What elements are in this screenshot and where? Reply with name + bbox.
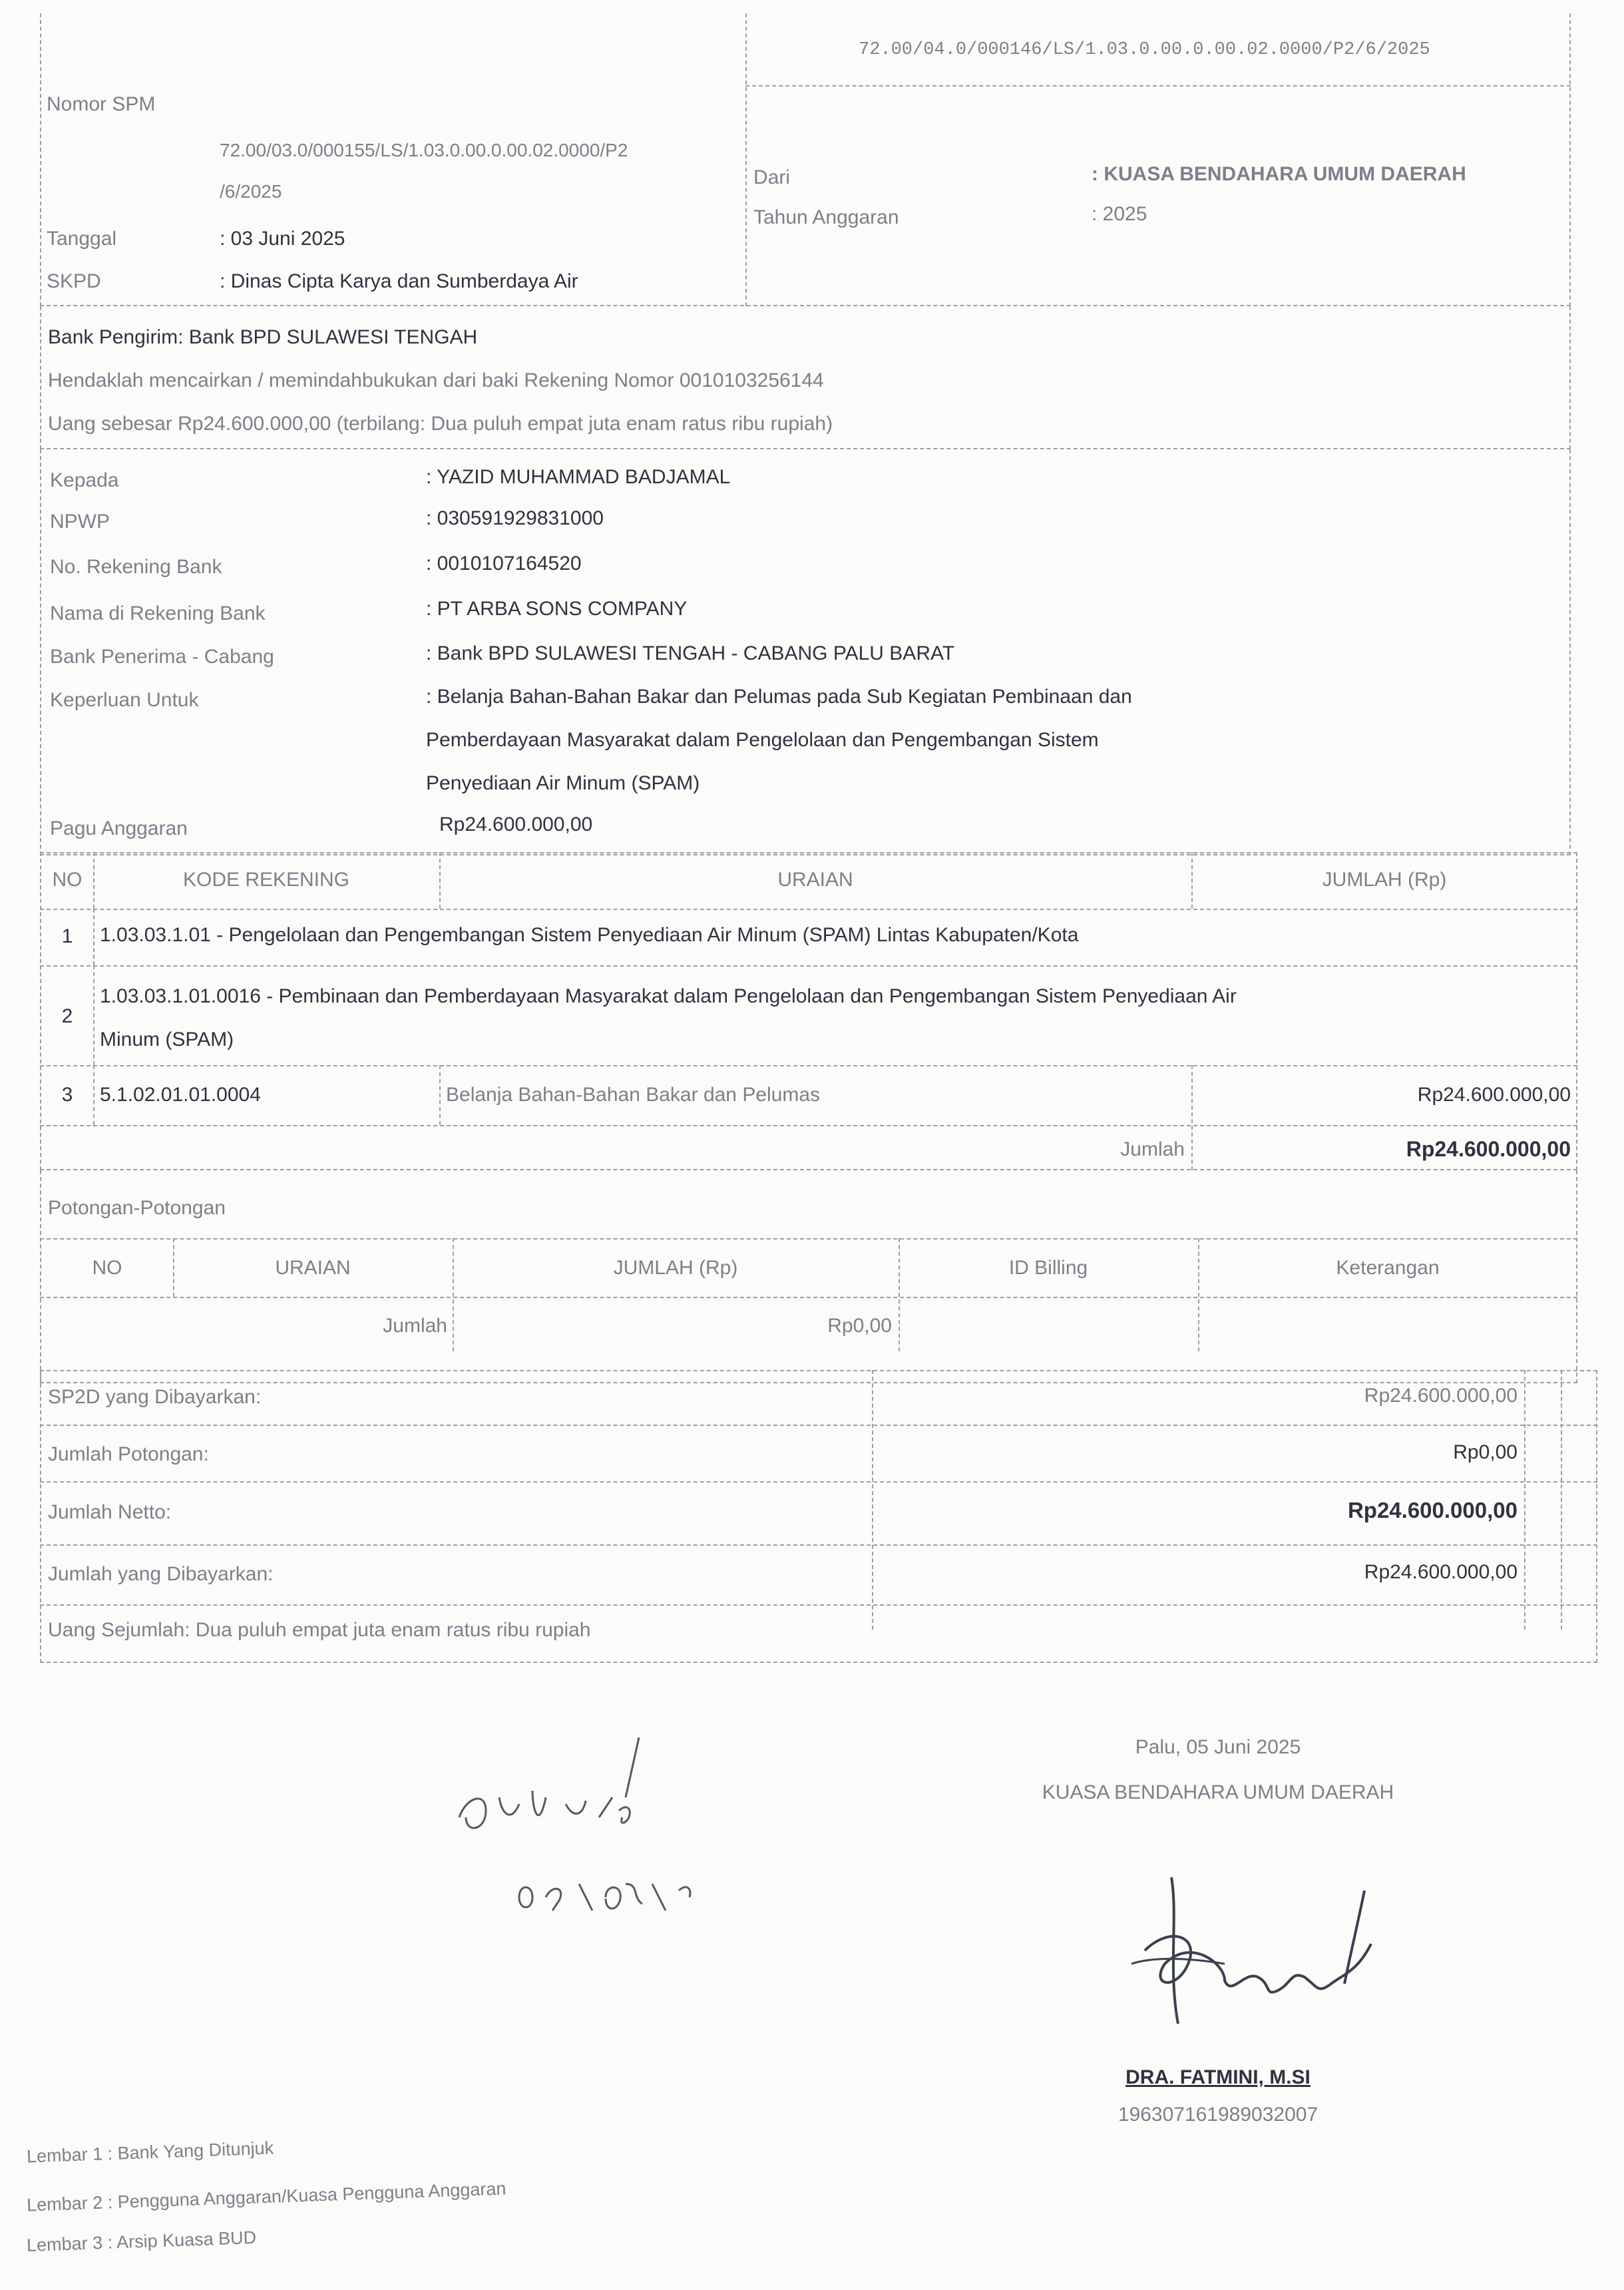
tanggal-label: Tanggal [47,228,117,250]
rekening-header-no: NO [52,869,83,891]
kepada-value: : YAZID MUHAMMAD BADJAMAL [426,466,731,488]
pagu-label: Pagu Anggaran [50,817,188,839]
summary-side-1 [1524,1370,1525,1630]
header-doc-number: 72.00/04.0/000146/LS/1.03.0.00.0.00.02.0000/P2/6/2025 [859,40,1430,60]
jumlah-potongan-label: Jumlah Potongan: [48,1443,209,1465]
handwritten-notes [439,1718,785,1957]
keperluan-line-2: Pemberdayaan Masyarakat dalam Pengelolaan dan Pengembangan Sistem [426,729,1099,751]
tahun-label: Tahun Anggaran [753,206,899,228]
lembar-1: Lembar 1 : Bank Yang Ditunjuk [26,2138,274,2167]
lembar-3: Lembar 3 : Arsip Kuasa BUD [26,2227,257,2256]
potongan-col-2 [453,1238,454,1351]
npwp-label: NPWP [50,511,110,533]
tanggal-value: : 03 Juni 2025 [220,228,345,250]
summary-rule-2 [40,1481,1597,1483]
potongan-header-bottom [40,1297,1577,1298]
summary-side-2 [1561,1370,1562,1630]
rekening-row1-no [93,909,95,965]
dari-value: : KUASA BENDAHARA UMUM DAERAH [1092,163,1466,185]
keperluan-line-3: Penyediaan Air Minum (SPAM) [426,772,700,794]
potongan-header-top [40,1238,1577,1240]
rekening-row3-jumlah-cell: Rp24.600.000,00 [1417,1084,1571,1106]
pagu-value: Rp24.600.000,00 [439,813,593,835]
rekening-jumlah-label: Jumlah [1120,1138,1185,1160]
rekening-row1-no-cell: 1 [61,925,73,947]
rekening-table [40,852,1577,1170]
potongan-title: Potongan-Potongan [48,1197,226,1219]
signature-scribble [1092,1864,1464,2077]
signer-nip: 196307161989032007 [1117,2104,1319,2126]
rekening-row3-kode [439,1065,441,1125]
nomor-spm-label: Nomor SPM [47,93,156,115]
rekening-row3-rule [40,1125,1577,1126]
jumlah-potongan-value: Rp0,00 [1453,1441,1518,1463]
rekening-row2-no-cell: 2 [61,1005,73,1027]
jumlah-netto-value: Rp24.600.000,00 [1347,1498,1518,1522]
skpd-value: : Dinas Cipta Karya dan Sumberdaya Air [220,270,578,292]
keperluan-label: Keperluan Untuk [50,689,199,711]
potongan-header-keterangan: Keterangan [1336,1257,1440,1279]
rekening-row3-kode-cell: 5.1.02.01.01.0004 [100,1084,261,1106]
header-rule [745,85,1571,87]
rekening-row3-uraian-cell: Belanja Bahan-Bahan Bakar dan Pelumas [446,1084,821,1106]
summary-rule-3 [40,1544,1597,1546]
rekening-row2-rule [40,1065,1577,1066]
rekening-header-kode: KODE REKENING [182,869,350,891]
nomor-spm-value-1: 72.00/03.0/000155/LS/1.03.0.00.0.00.02.0000/P2 [220,140,628,160]
jumlah-dibayarkan-value: Rp24.600.000,00 [1364,1561,1518,1583]
rekening-jumlah-value: Rp24.600.000,00 [1406,1137,1571,1161]
rekening-row3-no-cell: 3 [61,1084,73,1106]
npwp-value: : 030591929831000 [426,507,604,529]
potongan-col-3 [899,1238,900,1351]
dari-label: Dari [753,166,791,188]
potongan-jumlah-value: Rp0,00 [827,1315,892,1337]
bank-line-2: Hendaklah mencairkan / memindahbukukan dari baki Rekening Nomor 0010103256144 [48,369,824,391]
rekening-row1-rule [40,965,1577,967]
potongan-col-4 [1198,1238,1199,1351]
rekening-header-jumlah: JUMLAH (Rp) [1322,869,1447,891]
lembar-2: Lembar 2 : Pengguna Anggaran/Kuasa Pengguna Anggaran [26,2178,507,2215]
potongan-header-idbilling: ID Billing [1008,1257,1088,1279]
signer-name: DRA. FATMINI, M.SI [1125,2066,1311,2088]
rekening-row3-no [93,1065,95,1125]
tahun-value: : 2025 [1092,203,1147,225]
potongan-header-jumlah: JUMLAH (Rp) [613,1257,738,1279]
jumlah-netto-label: Jumlah Netto: [48,1501,172,1523]
summary-divider [872,1370,873,1630]
nama-rekening-value: : PT ARBA SONS COMPANY [426,598,688,620]
rekening-header-uraian: URAIAN [777,869,853,891]
sp2d-value: Rp24.600.000,00 [1364,1385,1518,1407]
kepada-label: Kepada [50,469,119,491]
rekening-row1-text: 1.03.03.1.01 - Pengelolaan dan Pengembangan Sistem Penyediaan Air Minum (SPAM) Lintas Kabupaten/Kota [100,924,1079,946]
uang-sejumlah: Uang Sejumlah: Dua puluh empat juta enam ratus ribu rupiah [48,1619,591,1641]
summary-rule-4 [40,1604,1597,1606]
summary-rule-1 [40,1425,1597,1426]
cabang-value: : Bank BPD SULAWESI TENGAH - CABANG PALU BARAT [426,642,955,664]
nama-rekening-label: Nama di Rekening Bank [50,602,266,624]
header-divider [745,13,747,306]
norek-label: No. Rekening Bank [50,556,222,578]
norek-value: : 0010107164520 [426,553,582,574]
bank-line-1: Bank Pengirim: Bank BPD SULAWESI TENGAH [48,326,478,348]
rekening-row2-no [93,965,95,1065]
nomor-spm-value-2: /6/2025 [220,181,282,202]
rekening-row2-text-2: Minum (SPAM) [100,1029,234,1050]
cabang-label: Bank Penerima - Cabang [50,646,274,668]
potongan-header-no: NO [92,1257,122,1279]
place-date: Palu, 05 Juni 2025 [1135,1736,1301,1758]
rekening-row2-text-1: 1.03.03.1.01.0016 - Pembinaan dan Pemberdayaan Masyarakat dalam Pengelolaan dan Pengembangan Sistem Penyediaan Air [100,985,1237,1007]
bank-line-3: Uang sebesar Rp24.600.000,00 (terbilang: Dua puluh empat juta enam ratus ribu rupiah) [48,413,833,435]
rekening-header-rule [40,909,1577,910]
potongan-jumlah-label: Jumlah [383,1315,447,1337]
signature-title: KUASA BENDAHARA UMUM DAERAH [1042,1781,1394,1803]
skpd-label: SKPD [47,270,101,292]
potongan-header-uraian: URAIAN [275,1257,351,1279]
sp2d-label: SP2D yang Dibayarkan: [48,1386,262,1408]
jumlah-dibayarkan-label: Jumlah yang Dibayarkan: [48,1563,274,1585]
rekening-row3-uraian [1191,1065,1193,1170]
keperluan-line-1: : Belanja Bahan-Bahan Bakar dan Pelumas pada Sub Kegiatan Pembinaan dan [426,686,1132,708]
